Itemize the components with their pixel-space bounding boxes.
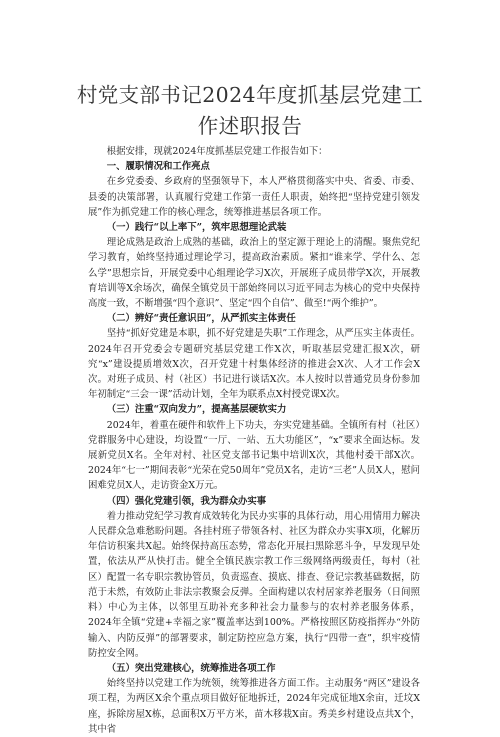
section-heading: 一、履职情况和工作亮点 [106,161,210,173]
body-paragraph: 2024年，着重在硬件和软件上下功夫，夯实党建基础。全镇所有村（社区）党群服务中心建设，均设置“一厅、一站、五大功能区”，“x”要求全面达标。发展新党员X名。全年对村、社区党支部书记集中培训X次，其他村委干部X次。2024年“七一”期间表彰“光荣在党50周年”党员X名，走访“三老”人员X人，慰问困难党员X人，走访资金X万元。 [88,419,420,492]
body-paragraph: 着力推动党纪学习教育成效转化为民办实事的具体行动，用心用情用力解决人民群众急难愁盼问题。各挂村班子带领各村、社区为群众办实事X项，化解历年信访积案共X起。始终保持高压态势，常态化开展扫黑除恶斗争，早发现早处置，依法从严从快打击。健全全镇民族宗教工作三级网络两级责任，每村（社区）配置一名专职宗教协管员，负责巡查、摸底、排查、登记宗教基础数据，防范于未然，有效防止非法宗教聚会反弹。全面构建以农村居家养老服务（日间照料）中心为主体，以邻里互助补充多种社会力量参与的农村养老服务体系，2024年全镇“党建+幸福之家”覆盖率达到100%。严格按照区防疫指挥办“外防输入、内防反弹”的部署要求，制定防控应急方案，执行“四带一查”，织牢疫情防控安全网。 [88,510,420,659]
document-body [88,144,420,737]
subsection-heading: （三）注重“双向发力”，提高基层硬软实力 [106,404,287,416]
document-title: 村党支部书记2024年度抓基层党建工作述职报告 [76,83,424,138]
subsection-heading: （二）辨好“责任意识田”，从严抓实主体责任 [106,313,296,325]
body-paragraph: 根据安排，现就2024年度抓基层党建工作报告如下： [106,146,328,157]
body-paragraph: 始终坚持以党建工作为统领，统筹推进各方面工作。主动服务“两区”建设各项工程，为两区X余个重点项目做好征地拆迁，2024年完成征地X余亩，迁坟X座，拆除房屋X栋，总面积X万平方米，苗木移栽X亩。秀美乡村建设点共X个，其中省 [88,678,420,735]
body-paragraph: 理论成熟是政治上成熟的基础，政治上的坚定源于理论上的清醒。聚焦党纪学习教育，始终坚持通过理论学习，提高政治素质。紧扣“谁来学、学什么、怎么学”思想宗旨，开展党委中心组理论学习X次，开展班子成员带学X次，开展教育培训等X余场次，确保全镇党员干部始终同以习近平同志为核心的党中央保持高度一致，不断增强“四个意识”、坚定“四个自信”、做至!“两个维护”。 [88,237,420,310]
body-paragraph: 坚持“抓好党建是本职，抓不好党建是失职”工作理念，从严压实主体责任。2024年召开党委会专题研究基层党建工作X次，听取基层党建汇报X次，研究“x”建设提质增效X次，召开党建十村集体经济的推进会X次、人才工作会X次。对班子成员、村（社区）书记进行谈话X次。本人按时以普通党员身份参加年初制定“三会一课”活动计划，全年为联系点X村授党课X次。 [88,328,420,401]
body-paragraph: 在乡党委委、乡政府的坚强领导下，本人严格贯彻落实中央、省委、市委、县委的决策部署，认真履行党建工作第一责任人职责，始终把“坚持党建引领发展”作为抓党建工作的核心理念，统筹推进基层各项工作。 [88,176,420,218]
subsection-heading: （四）强化党建引领，我为群众办实事 [106,495,267,507]
subsection-heading: （五）突出党建核心，统筹推进各项工作 [106,662,276,674]
subsection-heading: （一）践行“以上率下”，筑牢思想理论武装 [106,222,287,234]
